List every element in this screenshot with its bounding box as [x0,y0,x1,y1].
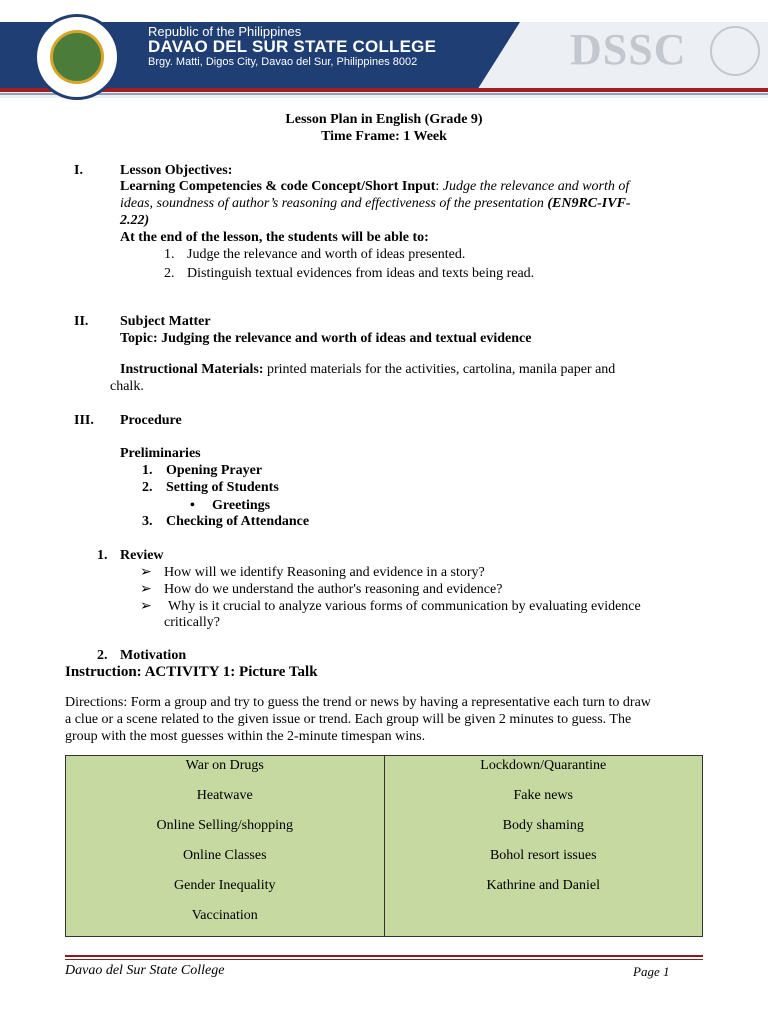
topics-right-column [384,756,703,937]
watermark-seal-icon [710,26,760,76]
college-name: DAVAO DEL SUR STATE COLLEGE [148,37,437,56]
topic-cell: Lockdown/Quarantine [480,758,607,773]
section-numeral: II. [74,314,89,329]
arrow-bullet-icon: ➢ [140,582,152,597]
section-heading: Subject Matter [120,314,211,329]
review-item: Why is it crucial to analyze various forms of communication by evaluating evidence [168,599,641,614]
materials-label: Instructional Materials: [120,362,264,377]
prelim-number: 2. [142,480,153,495]
activity-instruction: Instruction: ACTIVITY 1: Picture Talk [65,664,318,680]
instructional-materials [120,361,615,378]
arrow-bullet-icon: ➢ [140,565,152,580]
directions-line: Directions: Form a group and try to guess the trend or news by having a representative each turn to draw [65,695,651,710]
objective-item: Distinguish textual evidences from ideas and texts being read. [187,266,535,281]
directions-line: a clue or a scene related to the given issue or trend. Each group will be given 2 minutes to guess. The [65,712,632,727]
college-address: Brgy. Matti, Digos City, Davao del Sur, Philippines 8002 [148,56,418,68]
footer-college-name: Davao del Sur State College [65,963,225,978]
motivation-heading: Motivation [120,648,187,663]
topic-cell: Heatwave [196,788,253,803]
prelim-item: Setting of Students [166,480,279,495]
college-seal-logo [34,14,120,100]
header-gray-stripe [0,93,768,95]
page-number: Page 1 [633,964,670,979]
review-item-cont: critically? [164,615,220,630]
topic-cell: War on Drugs [185,758,264,773]
topic-cell: Kathrine and Daniel [486,878,600,893]
topics-table [65,755,703,937]
prelim-subitem: Greetings [212,498,271,513]
dssc-watermark: DSSC [570,25,687,74]
lc-colon: : [435,179,440,194]
republic-text: Republic of the Philippines [148,24,302,39]
topic-cell: Fake news [513,788,573,803]
prelim-item: Checking of Attendance [166,514,310,529]
section-numeral: III. [74,413,94,428]
footer-rule-thin [65,959,703,960]
prelim-number: 3. [142,514,153,529]
learning-competency-line1 [120,178,629,195]
topic-cell: Vaccination [191,908,258,923]
review-number: 1. [97,548,108,563]
materials-text-cont: chalk. [110,379,144,394]
seal-emblem-icon [50,30,104,84]
topic-cell: Online Classes [182,848,267,863]
preliminaries-heading: Preliminaries [120,446,201,461]
objective-number: 2. [164,266,175,281]
section-heading: Lesson Objectives: [120,163,233,178]
review-item: How do we understand the author's reasoning and evidence? [164,582,503,597]
time-frame: Time Frame: 1 Week [321,129,447,144]
review-item: How will we identify Reasoning and evidence in a story? [164,565,485,580]
topic-cell: Bohol resort issues [489,848,597,863]
header-red-stripe [0,88,768,92]
lesson-title: Lesson Plan in English (Grade 9) [285,112,483,127]
lc-text-1: Judge the relevance and worth of [442,179,630,194]
topic-line: Topic: Judging the relevance and worth of ideas and textual evidence [120,331,532,346]
section-numeral: I. [74,163,83,178]
review-heading: Review [120,548,164,563]
objective-item: Judge the relevance and worth of ideas presented. [187,247,466,262]
topic-cell: Gender Inequality [174,878,276,893]
prelim-item: Opening Prayer [166,463,263,478]
lc-code-b: 2.22) [120,213,150,228]
topic-cell: Online Selling/shopping [156,818,293,833]
motivation-number: 2. [97,648,108,663]
prelim-number: 1. [142,463,153,478]
topic-cell: Body shaming [502,818,584,833]
lc-code-a: (EN9RC-IVF- [547,196,631,211]
bullet-icon: • [190,498,195,513]
footer-rule [65,955,703,957]
objective-number: 1. [164,247,175,262]
learning-competency-line2 [120,195,631,212]
materials-text: printed materials for the activities, cartolina, manila paper and [263,362,616,377]
arrow-bullet-icon: ➢ [140,599,152,614]
topics-left-column [66,756,385,937]
lc-label: Learning Competencies & code Concept/Short Input [120,179,436,194]
section-heading: Procedure [120,413,182,428]
directions-line: group with the most guesses within the 2-minute timespan wins. [65,729,426,744]
lc-text-2: ideas, soundness of author’s reasoning and effectiveness of the presentation [120,196,544,211]
end-of-lesson-statement: At the end of the lesson, the students will be able to: [120,230,429,245]
